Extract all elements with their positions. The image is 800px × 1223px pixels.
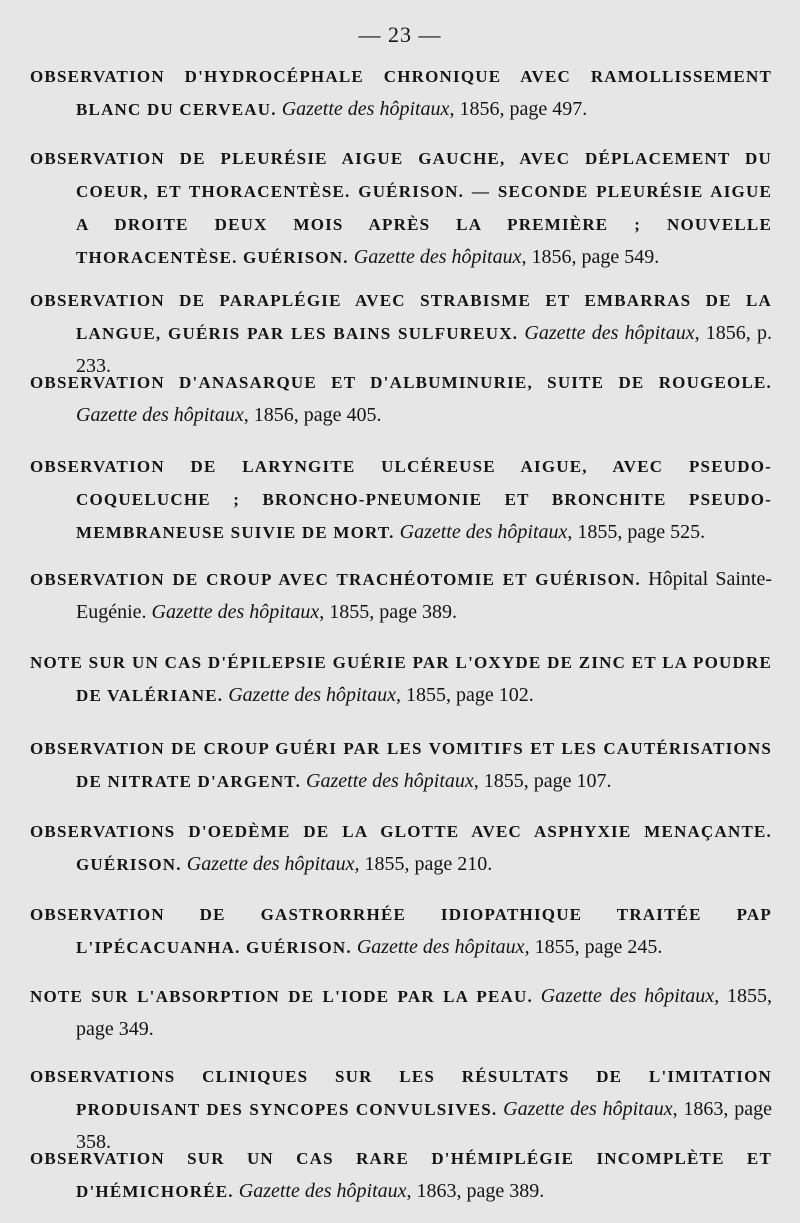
entry-reference: , 1855, page 210.	[354, 853, 493, 875]
entry-source: Gazette des hôpitaux	[238, 1180, 407, 1202]
bibliography-entry	[30, 815, 772, 881]
bibliography-entry	[30, 1142, 772, 1208]
entry-reference: , 1856, page 497.	[449, 98, 588, 120]
bibliography-entry	[30, 142, 772, 274]
entry-title: OBSERVATION DE CROUP GUÉRI PAR LES VOMITIFS ET LES CAUTÉRISATIONS DE NITRATE D'ARGENT.	[30, 739, 772, 791]
entry-title: OBSERVATION DE PARAPLÉGIE AVEC STRABISME ET EMBARRAS DE LA LANGUE, GUÉRIS PAR LES BAINS SULFUREUX.	[30, 291, 772, 343]
entry-title: OBSERVATION DE LARYNGITE ULCÉREUSE AIGUE, AVEC PSEUDO-COQUELUCHE ; BRONCHO-PNEUMONIE ET BRONCHITE PSEUDO-MEMBRANEUSE SUIVIE DE MORT.	[30, 457, 772, 542]
entry-location: Hôpital Sainte-Eugénie.	[76, 568, 773, 623]
bibliography-entry	[30, 450, 772, 549]
entry-source: Gazette des hôpitaux	[151, 601, 320, 623]
entry-title: OBSERVATION DE GASTRORRHÉE IDIOPATHIQUE TRAITÉE PAP L'IPÉCACUANHA. GUÉRISON.	[30, 905, 772, 957]
entry-title: OBSERVATION DE PLEURÉSIE AIGUE GAUCHE, AVEC DÉPLACEMENT DU COEUR, ET THORACENTÈSE. GUÉRISON. — SECONDE PLEURÉSIE AIGUE A DROITE DEUX MOIS APRÈS LA PREMIÈRE ; NOUVELLE THORACENTÈSE. GUÉRISON.	[30, 149, 772, 267]
entry-source: Gazette des hôpitaux	[228, 684, 396, 706]
entry-reference: , 1855, page 389.	[319, 601, 458, 623]
entry-title: OBSERVATION DE CROUP AVEC TRACHÉOTOMIE ET GUÉRISON.	[30, 570, 641, 589]
entry-reference: , 1855, page 349.	[76, 985, 773, 1040]
entry-reference: , 1855, page 525.	[567, 521, 706, 543]
entry-reference: , 1856, page 549.	[521, 246, 660, 268]
entry-reference: , 1855, page 107.	[473, 770, 612, 792]
entry-source: Gazette des hôpitaux	[540, 985, 715, 1007]
entry-source: Gazette des hôpitaux	[186, 853, 355, 875]
entry-source: Gazette des hôpitaux	[356, 936, 525, 958]
entry-reference: , 1863, page 389.	[406, 1180, 545, 1202]
entry-source: Gazette des hôpitaux	[524, 322, 695, 344]
bibliography-entry	[30, 898, 772, 964]
entry-source: Gazette des hôpitaux	[306, 770, 474, 792]
entry-title: OBSERVATION D'ANASARQUE ET D'ALBUMINURIE, SUITE DE ROUGEOLE.	[30, 373, 772, 392]
entry-reference: , 1855, page 245.	[524, 936, 663, 958]
entry-title: NOTE SUR L'ABSORPTION DE L'IODE PAR LA PEAU.	[30, 987, 533, 1006]
bibliography-entry	[30, 563, 772, 628]
entry-reference: , 1855, page 102.	[395, 684, 534, 706]
entry-source: Gazette des hôpitaux	[503, 1098, 673, 1120]
entry-reference: , 1856, page 405.	[243, 404, 382, 426]
bibliography-entry	[30, 980, 772, 1045]
bibliography-entry	[30, 646, 772, 712]
entry-title: OBSERVATION D'HYDROCÉPHALE CHRONIQUE AVEC RAMOLLISSEMENT BLANC DU CERVEAU.	[30, 67, 772, 119]
entry-title: NOTE SUR UN CAS D'ÉPILEPSIE GUÉRIE PAR L'OXYDE DE ZINC ET LA POUDRE DE VALÉRIANE.	[30, 653, 772, 705]
entry-reference: , 1856, p. 233.	[76, 322, 773, 377]
entry-source: Gazette des hôpitaux	[353, 246, 522, 268]
entry-title: OBSERVATION SUR UN CAS RARE D'HÉMIPLÉGIE INCOMPLÈTE ET D'HÉMICHORÉE.	[30, 1149, 772, 1201]
entry-source: Gazette des hôpitaux	[281, 98, 450, 120]
entry-source: Gazette des hôpitaux	[76, 404, 244, 426]
bibliography-entry	[30, 60, 772, 126]
entry-reference: , 1863, page 358.	[76, 1098, 772, 1153]
bibliography-entry	[30, 732, 772, 798]
bibliography-entry	[30, 366, 772, 431]
entry-source: Gazette des hôpitaux	[399, 521, 568, 543]
entry-title: OBSERVATIONS CLINIQUES SUR LES RÉSULTATS DE L'IMITATION PRODUISANT DES SYNCOPES CONVULSIVES.	[30, 1067, 772, 1119]
page-number: — 23 —	[358, 22, 442, 47]
entry-title: OBSERVATIONS D'OEDÈME DE LA GLOTTE AVEC ASPHYXIE MENAÇANTE. GUÉRISON.	[30, 822, 772, 874]
